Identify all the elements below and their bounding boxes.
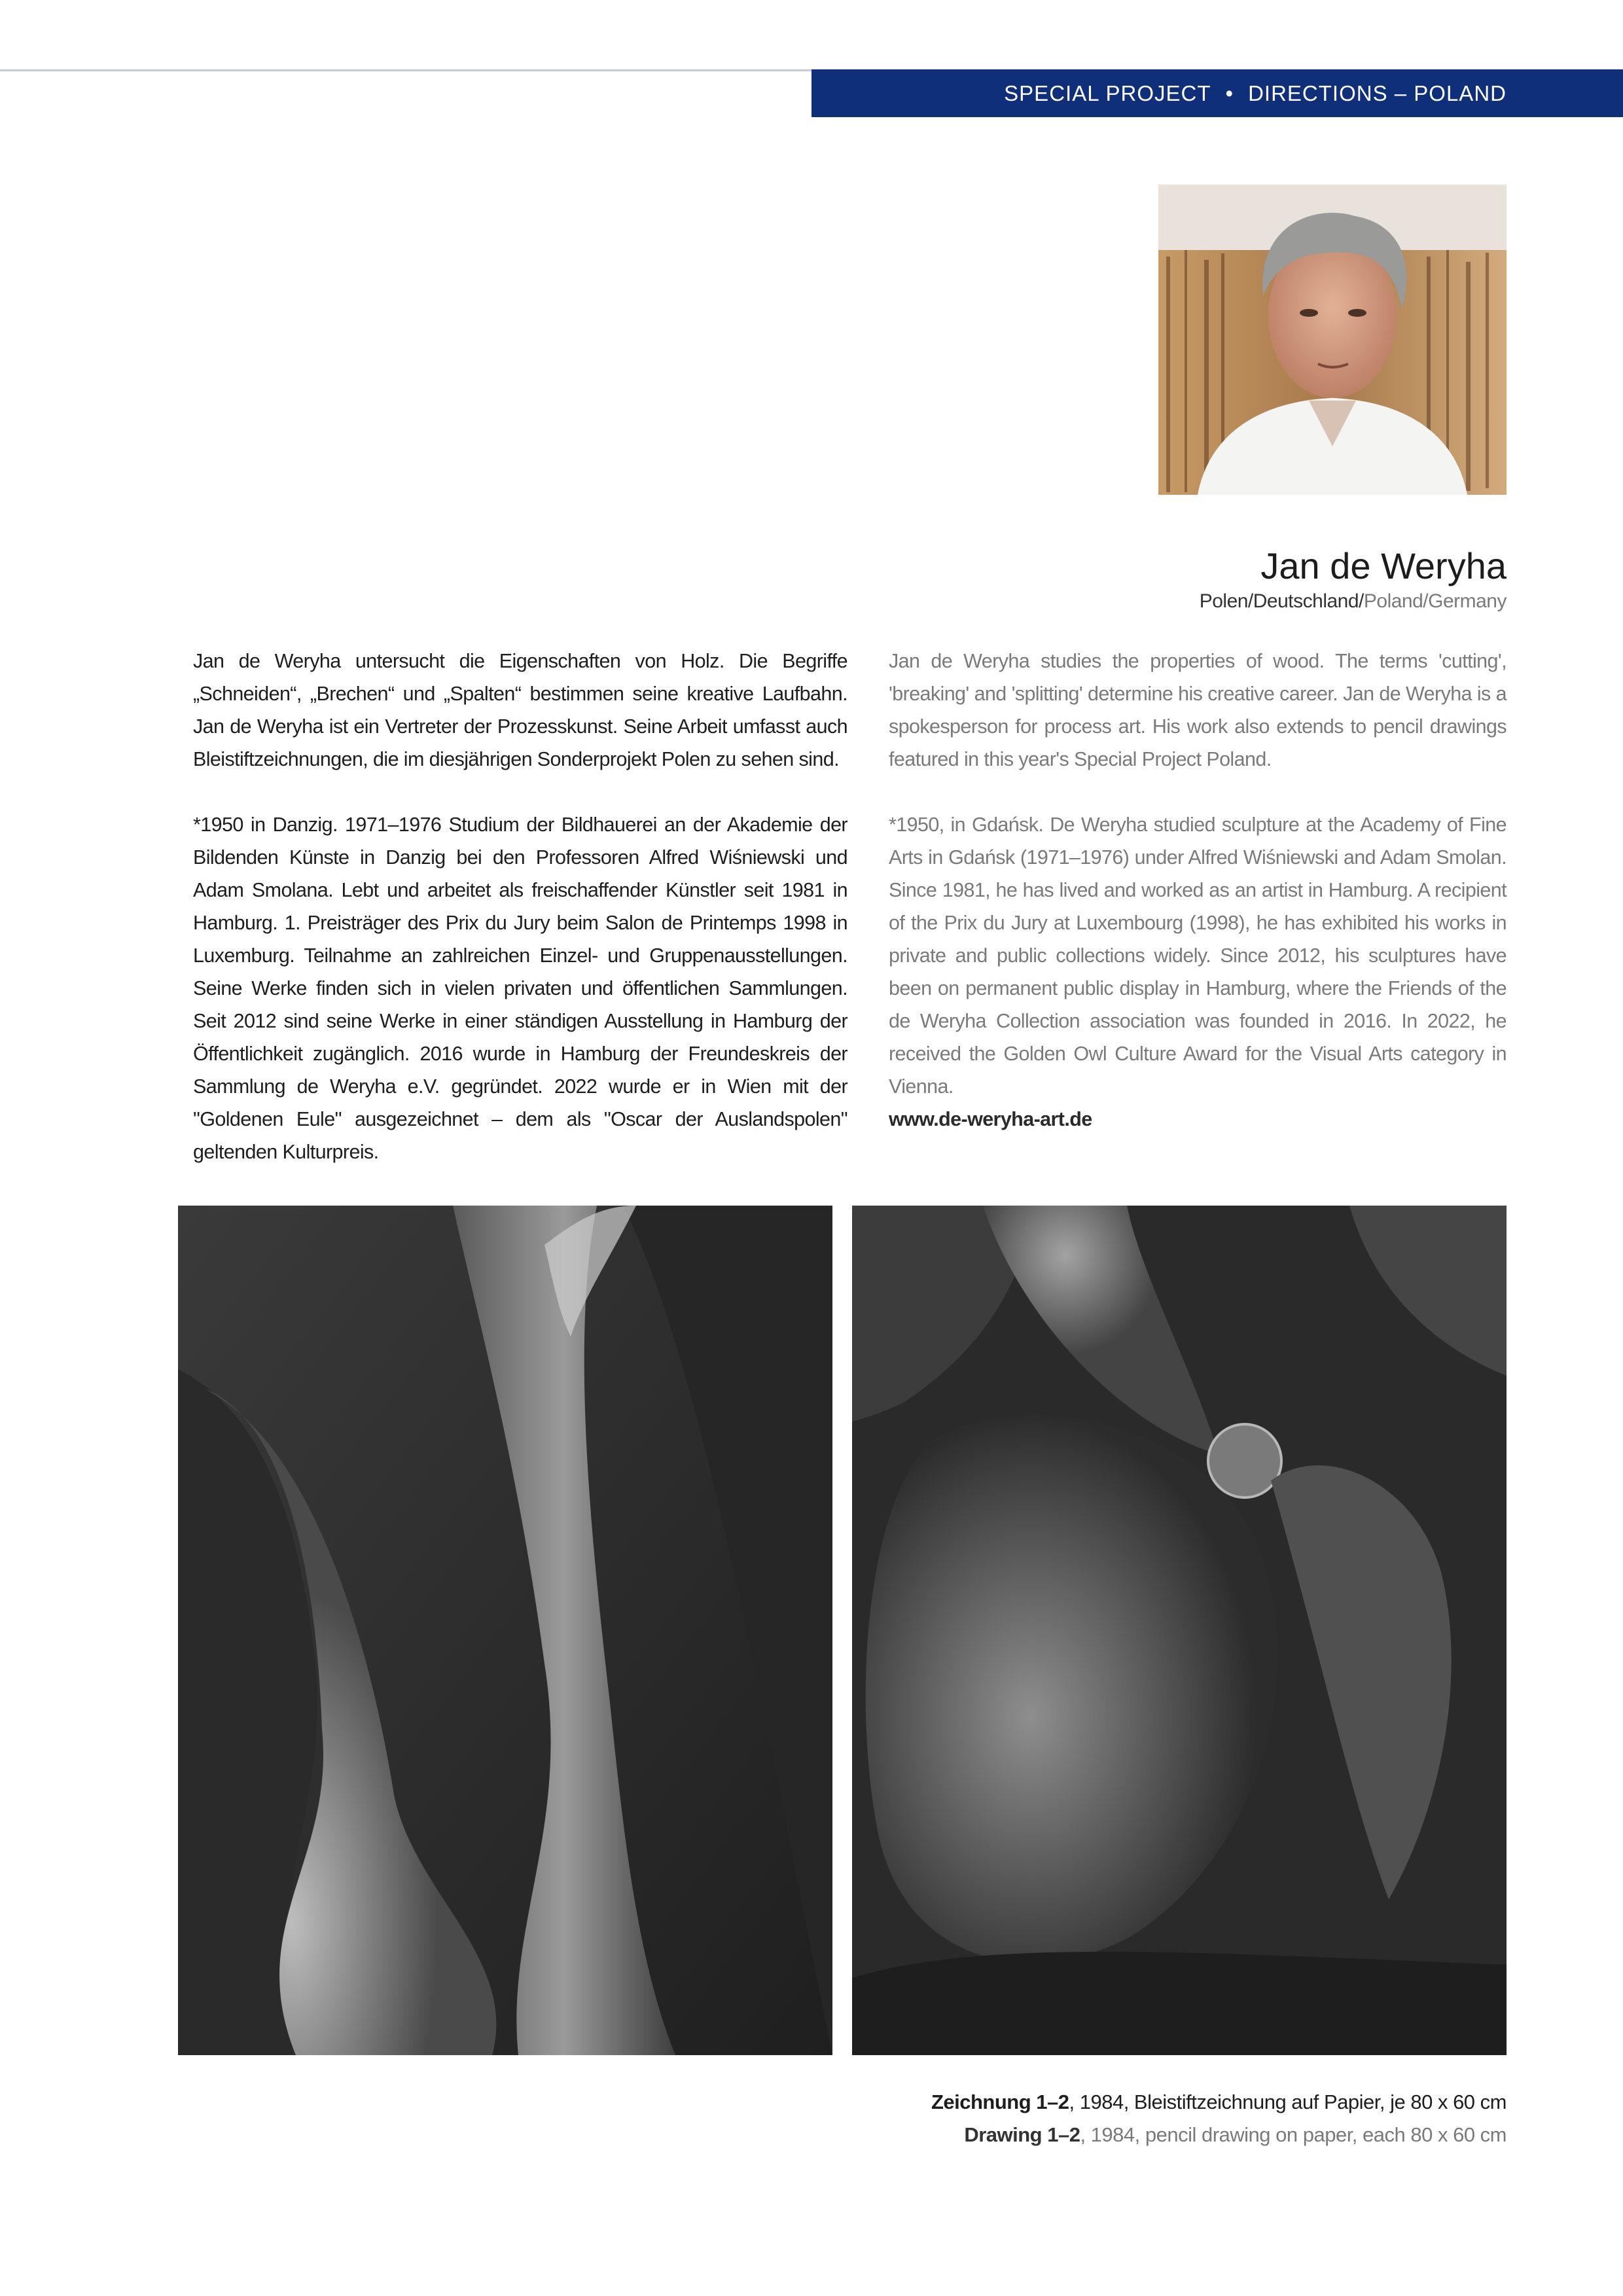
- website-link[interactable]: www.de-weryha-art.de: [889, 1108, 1092, 1130]
- artwork-caption: [931, 2086, 1507, 2151]
- artist-portrait: [1158, 185, 1507, 495]
- caption-german: [931, 2086, 1507, 2119]
- english-intro-paragraph: Jan de Weryha studies the properties of wood. The terms 'cutting', 'breaking' and 'splitting' determine his creative career. Jan de Weryha is a spokesperson for process art. His work also extends to pencil drawings featured in this year's Special Project Poland.: [889, 650, 1507, 770]
- header-separator: •: [1225, 81, 1234, 105]
- drawing-1-image: [178, 1206, 832, 2055]
- header-special-project: SPECIAL PROJECT: [1004, 81, 1211, 105]
- artist-origin-en: Poland/Germany: [1363, 590, 1507, 612]
- german-intro-paragraph: Jan de Weryha untersucht die Eigenschaften von Holz. Die Begriffe „Schneiden“, „Brechen“ und „Spalten“ bestimmen seine kreative Laufbahn. Jan de Weryha ist ein Vertreter der Prozesskunst. Seine Arbeit umfasst auch Bleistiftzeichnungen, die im diesjährigen Sonderprojekt Polen zu sehen sind.: [193, 650, 847, 770]
- caption-english-details: , 1984, pencil drawing on paper, each 80 x 60 cm: [1080, 2123, 1507, 2146]
- artist-name: Jan de Weryha: [1260, 545, 1507, 586]
- biography-english: [889, 645, 1507, 1136]
- german-bio-paragraph: *1950 in Danzig. 1971–1976 Studium der Bildhauerei an der Akademie der Bildenden Künste in Danzig bei den Professoren Alfred Wiśniewski und Adam Smolana. Lebt und arbeitet als freischaffender Künstler seit 1981 in Hamburg. 1. Preisträger des Prix du Jury beim Salon de Printemps 1998 in Luxemburg. Teilnahme an zahlreichen Einzel- und Gruppenausstellungen. Seine Werke finden sich in vielen privaten und öffentlichen Sammlungen. Seit 2012 sind seine Werke in einer ständigen Ausstellung in Hamburg der Öffentlichkeit zugänglich. 2016 wurde in Hamburg der Freundeskreis der Sammlung de Weryha e.V. gegründet. 2022 wurde er in Wien mit der "Goldenen Eule" ausgezeichnet – dem als "Oscar der Auslandspolen" geltenden Kulturpreis.: [193, 814, 847, 1163]
- artist-origin: [1200, 590, 1507, 613]
- header-directions: DIRECTIONS – POLAND: [1248, 81, 1507, 105]
- caption-german-title: Zeichnung 1–2: [931, 2090, 1069, 2113]
- english-bio-paragraph: *1950, in Gdańsk. De Weryha studied sculpture at the Academy of Fine Arts in Gdańsk (1971–1976) under Alfred Wiśniewski and Adam Smolan. Since 1981, he has lived and worked as an artist in Hamburg. A recipient of the Prix du Jury at Luxembourg (1998), he has exhibited his works in private and public collections widely. Since 2012, his sculptures have been on permanent public display in Hamburg, where the Friends of the de Weryha Collection association was founded in 2016. In 2022, he received the Golden Owl Culture Award for the Visual Arts category in Vienna.: [889, 814, 1507, 1098]
- section-header: [812, 69, 1623, 117]
- caption-german-details: , 1984, Bleistiftzeichnung auf Papier, je 80 x 60 cm: [1069, 2090, 1507, 2113]
- caption-english: [931, 2119, 1507, 2151]
- artist-origin-de: Polen/Deutschland/: [1199, 590, 1364, 612]
- caption-english-title: Drawing 1–2: [964, 2123, 1080, 2146]
- drawing-2-image: [852, 1206, 1507, 2055]
- biography-german: [193, 645, 847, 1201]
- top-rule: [0, 69, 812, 71]
